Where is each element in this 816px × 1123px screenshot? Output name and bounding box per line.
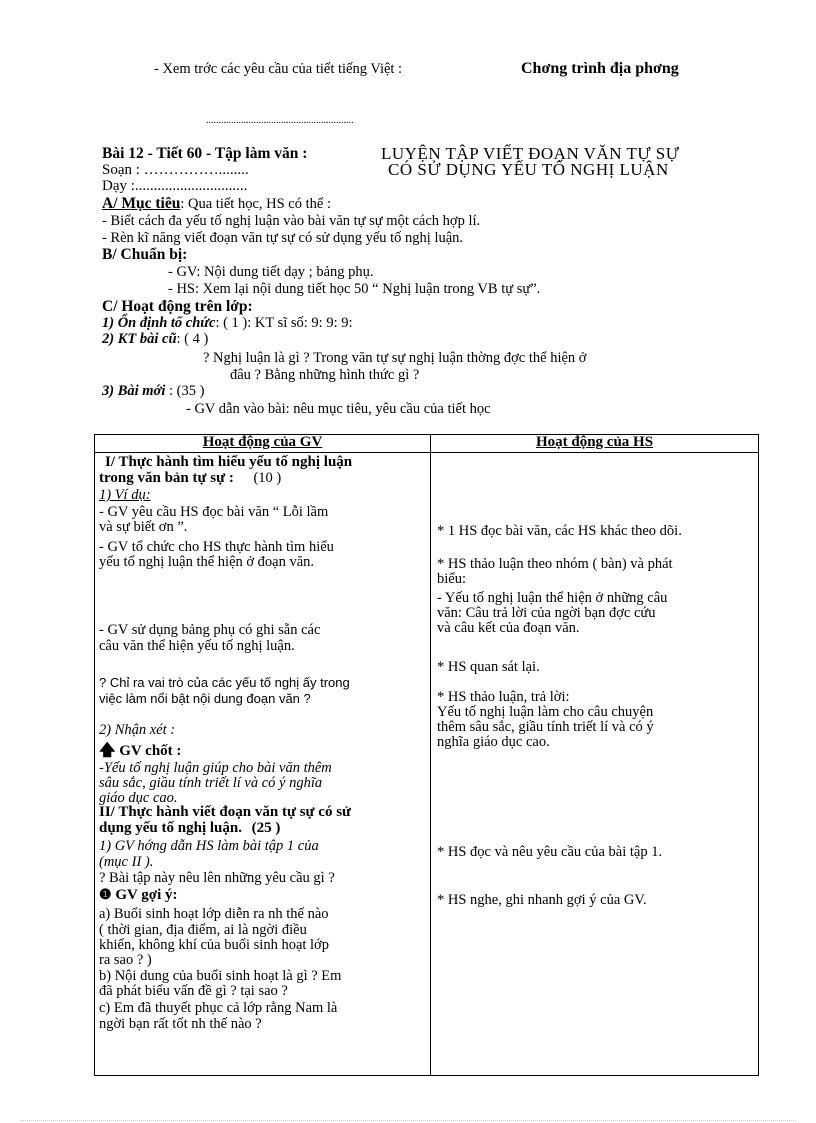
section-b-label: B/ Chuẩn bị:: [102, 246, 188, 263]
gv-s1-p1b: và sự biết ơn ”.: [99, 519, 188, 535]
gv-s2-c2: ngời bạn rất tốt nh thế nào ?: [99, 1016, 262, 1032]
gv-s1-title2-wrap: [99, 471, 281, 486]
gv-s2-c1: c) Em đã thuyết phục cả lớp rằng Nam là: [99, 1000, 338, 1016]
gv-s1-q1a: ? Chỉ ra vai trò của các yếu tố nghị ấy trong: [99, 675, 350, 690]
section-c3-label: 3) Bài mới: [102, 383, 166, 399]
section-c2: [102, 332, 208, 347]
gv-s2-q: ? Bài tập này nêu lên những yêu cầu gì ?: [99, 870, 335, 886]
bullet-circle-icon: ❶: [99, 888, 112, 903]
hs-r2d: văn: Câu trả lời của ngời bạn đợc cứu: [437, 605, 656, 621]
hs-r4b: Yếu tố nghị luận làm cho câu chuyện: [437, 704, 654, 720]
gv-s1-nhanxet: [99, 723, 175, 738]
section-c2-question1: ? Nghị luận là gì ? Trong văn tự sự nghị luận thờng đợc thể hiện ở: [203, 350, 587, 366]
section-a-label: A/ Mục tiêu: [102, 195, 181, 212]
section-a-text: : Qua tiết học, HS có thể :: [180, 196, 331, 212]
gv-s1-title1: I/ Thực hành tìm hiểu yếu tố nghị luận: [105, 454, 353, 470]
arrow-up-icon: 🡅: [99, 742, 116, 759]
gv-s1-nhanxet-text: 2) Nhận xét :: [99, 722, 176, 738]
hs-r2e: và câu kết của đoạn văn.: [437, 620, 580, 636]
gv-s1-chot-t3: giáo dục cao.: [99, 790, 178, 806]
gv-s2-title2-wrap: [99, 821, 280, 836]
section-c2-question2: đâu ? Bằng những hình thức gì ?: [230, 367, 420, 383]
section-c1-label: 1) Ổn định tổ chức: [102, 315, 216, 331]
page-bottom-rule: [20, 1120, 796, 1121]
gv-s1-p3a: - GV sử dụng bảng phụ có ghi sẵn các: [99, 622, 321, 638]
hs-r2b: biểu:: [437, 571, 466, 587]
gv-s2-p1a: 1) GV hớng dẫn HS làm bài tập 1 của: [99, 838, 319, 854]
section-c2-label: 2) KT bài cũ: [102, 331, 177, 347]
soan-date: Soạn : ……………........: [102, 162, 249, 178]
section-a-item2: - Rèn kĩ năng viết đoạn văn tự sự có sử dụng yếu tố nghị luận.: [102, 230, 464, 246]
section-c3-intro: - GV dẫn vào bài: nêu mục tiêu, yêu cầu của tiết học: [186, 401, 491, 417]
gv-s2-time: (25 ): [251, 820, 281, 836]
table-header-row: [95, 435, 759, 453]
gv-s2-goiy: GV gợi ý:: [115, 887, 178, 903]
gv-s1-p3b: câu văn thể hiện yếu tố nghị luận.: [99, 638, 295, 654]
gv-s2-a3: khiển, không khí của buổi sinh hoạt lớp: [99, 937, 329, 953]
gv-s1-p1a: - GV yêu cầu HS đọc bài văn “ Lỗi lầm: [99, 504, 329, 520]
gv-s1-q1b: việc làm nổi bật nội dung đoạn văn ?: [99, 691, 311, 706]
section-a-item1: - Biết cách đa yếu tố nghị luận vào bài văn tự sự một cách hợp lí.: [102, 213, 481, 229]
gv-s2-a4: ra sao ? ): [99, 952, 152, 968]
col-header-hs: Hoạt động của HS: [431, 435, 759, 453]
gv-s2-title2: dụng yếu tố nghị luận.: [99, 820, 242, 836]
gv-s1-p2b: yếu tố nghị luận thể hiện ở đoạn văn.: [99, 554, 315, 570]
section-b-item1: - GV: Nội dung tiết dạy ; bảng phụ.: [168, 264, 374, 280]
section-c-label: C/ Hoạt động trên lớp:: [102, 298, 253, 315]
prep-note: - Xem trớc các yêu cầu của tiết tiếng Việt :: [154, 61, 403, 77]
program-name: Chơng trình địa phơng: [521, 60, 679, 77]
gv-s1-chot-t2: sâu sắc, giầu tính triết lí và có ý nghĩa: [99, 775, 323, 791]
section-c2-text: : ( 4 ): [176, 331, 209, 347]
gv-cell: [95, 453, 431, 1076]
gv-s1-title2: trong văn bản tự sự :: [99, 470, 234, 486]
gv-s2-goiy-wrap: [99, 888, 178, 903]
hs-r2c: - Yếu tố nghị luận thể hiện ở những câu: [437, 590, 668, 606]
gv-s1-chot: GV chốt :: [119, 743, 182, 759]
hs-r4c: thêm sâu sắc, giầu tính triết lí và có ý: [437, 719, 654, 735]
lesson-label: Bài 12 - Tiết 60 - Tập làm văn :: [102, 145, 308, 162]
section-c3: [102, 384, 204, 399]
hs-r2a: * HS thảo luận theo nhóm ( bàn) và phát: [437, 556, 673, 572]
gv-s2-a2: ( thời gian, địa điểm, ai là ngời điều: [99, 922, 307, 938]
gv-s1-chot-t1: -Yếu tố nghị luận giúp cho bài văn thêm: [99, 760, 332, 776]
gv-s2-b2: đã phát biểu vấn đề gì ? tại sao ?: [99, 983, 288, 999]
gv-s2-title1: II/ Thực hành viết đoạn văn tự sự có sử: [99, 804, 352, 820]
gv-s1-p2a: - GV tổ chức cho HS thực hành tìm hiểu: [99, 539, 334, 555]
hs-cell: [431, 453, 759, 1076]
hs-r6: * HS nghe, ghi nhanh gợi ý của GV.: [437, 892, 647, 908]
hs-r4d: nghĩa giáo dục cao.: [437, 734, 550, 750]
hs-r3: * HS quan sát lại.: [437, 659, 540, 675]
gv-s2-a1: a) Buổi sinh hoạt lớp diễn ra nh thế nào: [99, 906, 329, 922]
activities-table: [94, 434, 759, 1076]
section-b-item2: - HS: Xem lại nội dung tiết học 50 “ Nghị luận trong VB tự sự”.: [168, 281, 541, 297]
hs-r4a: * HS thảo luận, trả lời:: [437, 689, 570, 705]
gv-s1-chot-wrap: [99, 743, 181, 759]
lesson-title-line1: LUYỆN TẬP VIẾT ĐOẠN VĂN TỰ SỰ: [381, 144, 680, 163]
gv-s1-vidu: 1) Ví dụ:: [99, 487, 151, 503]
section-c3-text: : (35 ): [165, 383, 205, 399]
section-a: [102, 196, 331, 212]
gv-s1-time: (10 ): [253, 470, 282, 486]
gv-s2-p1b: (mục II ).: [99, 854, 154, 870]
hs-r5: * HS đọc và nêu yêu cầu của bài tập 1.: [437, 844, 663, 860]
lesson-title-line2: CÓ SỬ DỤNG YẾU TỐ NGHỊ LUẬN: [388, 160, 669, 179]
hs-r1: * 1 HS đọc bài văn, các HS khác theo dõi.: [437, 523, 682, 539]
separator-dots: ...........................................................: [206, 115, 354, 126]
section-c1: [102, 316, 353, 331]
col-header-gv: Hoạt động của GV: [95, 435, 431, 453]
table-row: [95, 453, 759, 1076]
section-c1-text: : ( 1 ): KT sĩ số: 9: 9: 9:: [215, 315, 353, 331]
day-date: Dạy :..............................: [102, 178, 248, 194]
gv-s2-b1: b) Nội dung của buổi sinh hoạt là gì ? Em: [99, 968, 342, 984]
